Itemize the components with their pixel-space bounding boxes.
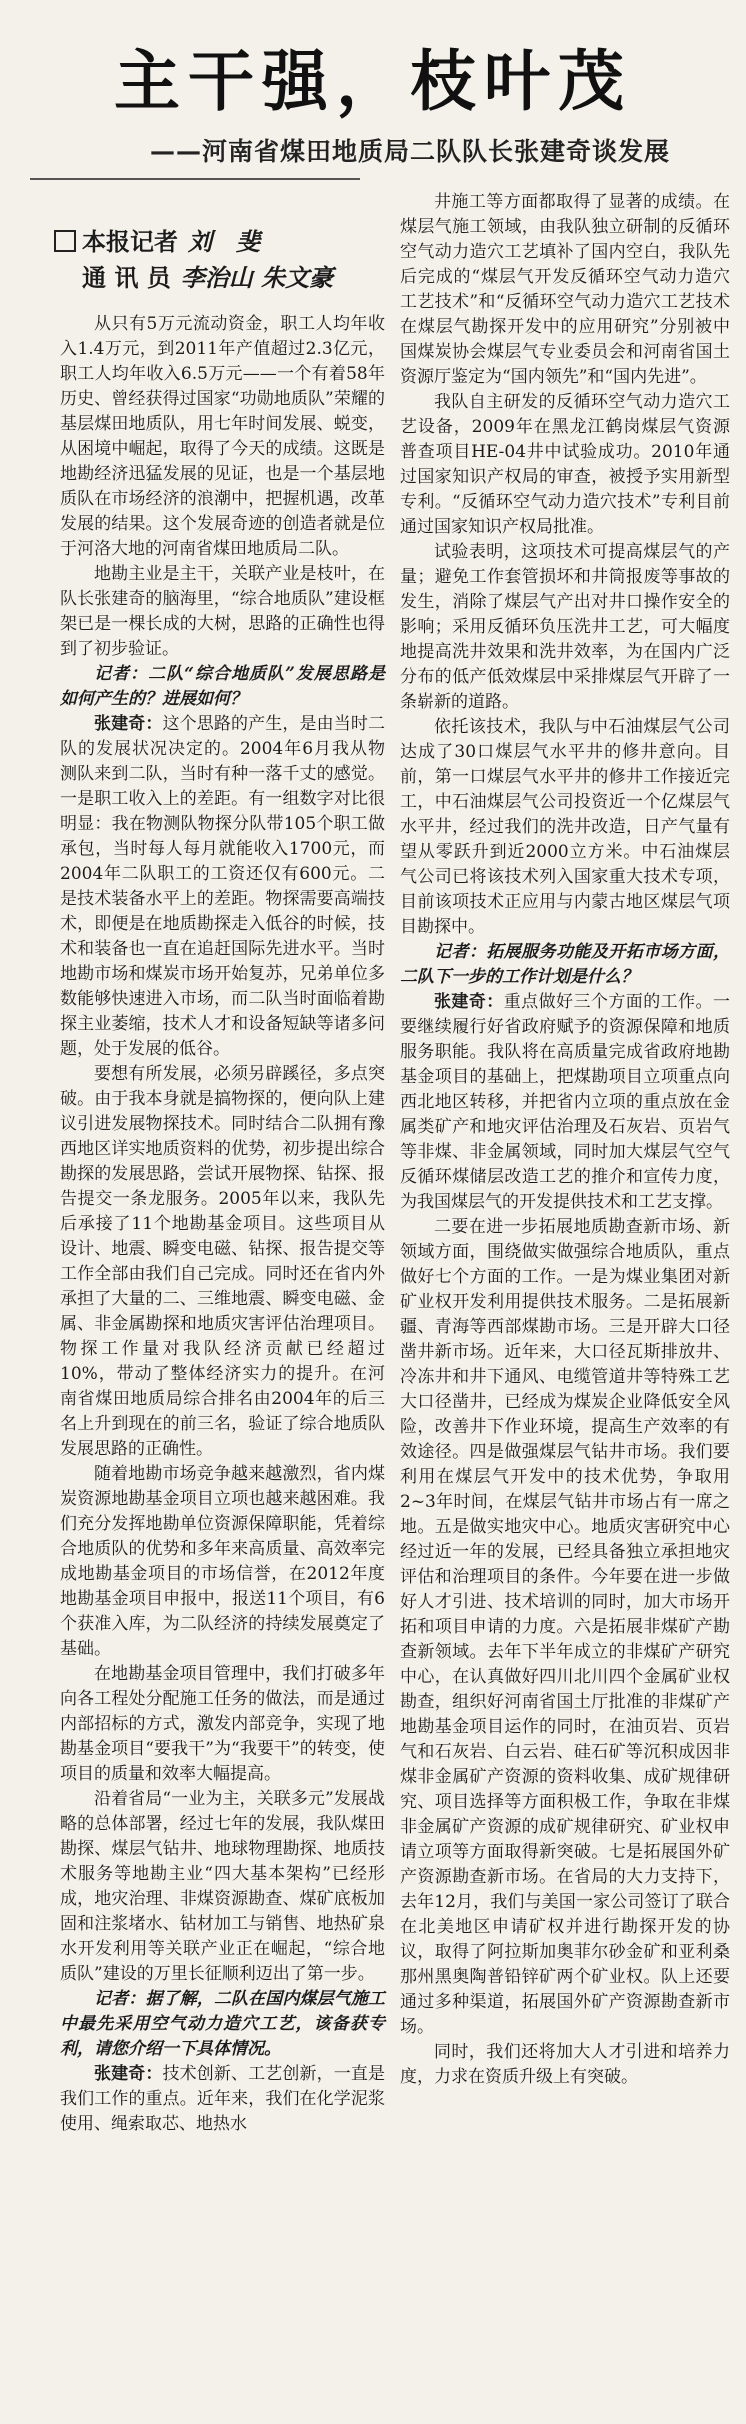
paragraph: 沿着省局“一业为主，关联多元”发展战略的总体部署，经过七年的发展，我队煤田勘探、煤层气钻井、地球物理勘探、地质技术服务等地勘主业“四大基本架构”已经形成，地灾治理、非煤资源勘查、煤矿底板加固和注浆堵水、钻材加工与销售、地热矿泉水开发利用等关联产业正在崛起，“综合地质队”建设的万里长征顺利迈出了第一步。 [60,1789,385,1984]
headline: 主干强，枝叶茂 [114,43,632,120]
subheadline: ——河南省煤田地质局二队队长张建奇谈发展 [150,137,671,166]
byline-names-reporter: 刘 斐 [188,227,260,256]
answer-paragraph [400,990,730,1215]
answer-text: 技术创新、工艺创新，一直是我们工作的重点。近年来，我们在化学泥浆使用、绳索取芯、地热水 [60,2064,385,2134]
paragraph: 我队自主研发的反循环空气动力造穴工艺设备，2009年在黑龙江鹤岗煤层气资源普查项目HE-04井中试验成功。2010年通过国家知识产权局的审查，被授予实用新型专利。“反循环空气动力造穴技术”专利目前通过国家知识产权局批准。 [400,392,730,537]
article-column-right [400,190,730,2090]
byline-role-correspondent: 通 讯 员 [82,264,171,292]
byline-line-2 [54,260,333,296]
speaker-name: 张建奇： [434,992,504,1012]
byline-names-correspondent: 李治山 朱文豪 [180,263,334,292]
article-column-left [60,312,385,2137]
paragraph: 依托该技术，我队与中石油煤层气公司达成了30口煤层气水平井的修井意向。目前，第一口煤层气水平井的修井工作接近完工，中石油煤层气公司投资近一个亿煤层气水平井，经过我们的洗井改造，日产气量有望从零跃升到近2000立方米。中石油煤层气公司已将该技术列入国家重大技术专项，目前该项技术正应用与内蒙古地区煤层气项目勘探中。 [400,717,730,937]
byline-line-1 [54,224,333,260]
answer-paragraph [60,2062,385,2137]
speaker-name: 张建奇： [94,2064,163,2084]
paragraph: 要想有所发展，必须另辟蹊径，多点突破。由于我本身就是搞物探的，便向队上建议引进发展物探技术。同时结合二队拥有豫西地区详实地质资料的优势，初步提出综合勘探的发展思路，尝试开展物探、钻探、报告提交一条龙服务。2005年以来，我队先后承接了11个地勘基金项目。这些项目从设计、地震、瞬变电磁、钻探、报告提交等工作全部由我们自己完成。同时还在省内外承担了大量的二、三维地震、瞬变电磁、金属、非金属勘探和地质灾害评估治理项目。物探工作量对我队经济贡献已经超过10%，带动了整体经济实力的提升。在河南省煤田地质局综合排名由2004年的后三名上升到现在的前三名，验证了综合地质队发展思路的正确性。 [60,1064,385,1459]
reporter-question: 记者：二队“综合地质队”发展思路是如何产生的？进展如何？ [60,664,385,709]
byline-role-reporter: 本报记者 [82,228,178,256]
paragraph: 在地勘基金项目管理中，我们打破多年向各工程处分配施工任务的做法，而是通过内部招标的方式，激发内部竞争，实现了地勘基金项目“要我干”为“我要干”的转变，使项目的质量和效率大幅提高。 [60,1664,385,1784]
square-box-icon [54,230,76,252]
reporter-question: 记者：据了解，二队在国内煤层气施工中最先采用空气动力造穴工艺，该备获专利，请您介绍一下具体情况。 [60,1989,385,2059]
paragraph: 随着地勘市场竞争越来越激烈，省内煤炭资源地勘基金项目立项也越来越困难。我们充分发挥地勘单位资源保障职能，凭着综合地质队的优势和多年来高质量、高效率完成地勘基金项目的市场信誉，在2012年度地勘基金项目申报中，报送11个项目，有6个获准入库，为二队经济的持续发展奠定了基础。 [60,1464,385,1659]
paragraph: 地勘主业是主干，关联产业是枝叶，在队长张建奇的脑海里，“综合地质队”建设框架已是一棵长成的大树，思路的正确性也得到了初步验证。 [60,564,385,659]
answer-text: 重点做好三个方面的工作。一要继续履行好省政府赋予的资源保障和地质服务职能。我队将在高质量完成省政府地勘基金项目的基础上，把煤勘项目立项重点向西北地区转移，并把省内立项的重点放在金属类矿产和地灾评估治理及石灰岩、页岩气等非煤、非金属领域，同时加大煤层气空气反循环煤储层改造工艺的推介和宣传力度，为我国煤层气的开发提供技术和工艺支撑。 [400,992,730,1212]
answer-text: 这个思路的产生，是由当时二队的发展状况决定的。2004年6月我从物测队来到二队，当时有种一落千丈的感觉。一是职工收入上的差距。有一组数字对比很明显：我在物测队物探分队带105个职工做承包，当时每人每月就能收入1700元，而2004年二队职工的工资还仅有600元。二是技术装备水平上的差距。物探需要高端技术，即便是在地质勘探走入低谷的时候，技术和装备也一直在追赶国际先进水平。当时地勘市场和煤炭市场开始复苏，兄弟单位多数能够快速进入市场，而二队当时面临着勘探主业萎缩，技术人才和设备短缺等诸多问题，处于发展的低谷。 [60,714,385,1059]
paragraph: 从只有5万元流动资金，职工人均年收入1.4万元，到2011年产值超过2.3亿元，职工人均年收入6.5万元——一个有着58年历史、曾经获得过国家“功勋地质队”荣耀的基层煤田地质队，用七年时间发展、蜕变，从困境中崛起，取得了今天的成绩。这既是地勘经济迅猛发展的见证，也是一个基层地质队在市场经济的浪潮中，把握机遇，改革发展的结果。这个发展奇迹的创造者就是位于河洛大地的河南省煤田地质局二队。 [60,314,385,559]
answer-paragraph [60,712,385,1062]
divider-rule [30,178,360,180]
paragraph: 同时，我们还将加大人才引进和培养力度，力求在资质升级上有突破。 [400,2042,730,2087]
paragraph: 二要在进一步拓展地质勘查新市场、新领域方面，围绕做实做强综合地质队，重点做好七个方面的工作。一是为煤业集团对新矿业权开发利用提供技术服务。二是拓展新疆、青海等西部煤勘市场。三是开辟大口径凿井新市场。近年来，大口径瓦斯排放井、冷冻井和井下通风、电缆管道井等特殊工艺大口径凿井，已经成为煤炭企业降低安全风险，改善井下作业环境，提高生产效率的有效途径。四是做强煤层气钻井市场。我们要利用在煤层气开发中的技术优势，争取用2~3年时间，在煤层气钻井市场占有一席之地。五是做实地灾中心。地质灾害研究中心经过近一年的发展，已经具备独立承担地灾评估和治理项目的条件。今年要在进一步做好人才引进、技术培训的同时，加大市场开拓和项目申请的力度。六是拓展非煤矿产勘查新领域。去年下半年成立的非煤矿产研究中心，在认真做好四川北川四个金属矿业权勘查，组织好河南省国土厅批准的非煤矿产地勘基金项目运作的同时，在油页岩、页岩气和石灰岩、白云岩、硅石矿等沉积成因非煤非金属矿产资源的资料收集、成矿规律研究、项目选择等方面积极工作，争取在非煤非金属矿产资源的成矿规律研究、矿业权申请立项等方面取得新突破。七是拓展国外矿产资源勘查新市场。在省局的大力支持下，去年12月，我们与美国一家公司签订了联合在北美地区申请矿权并进行勘探开发的协议，取得了阿拉斯加奥菲尔砂金矿和亚利桑那州黑奥陶普铅锌矿两个矿业权。队上还要通过多种渠道，拓展国外矿产资源勘查新市场。 [400,1217,730,2037]
reporter-question: 记者：拓展服务功能及开拓市场方面，二队下一步的工作计划是什么？ [400,942,730,987]
speaker-name: 张建奇： [94,714,163,734]
paragraph: 井施工等方面都取得了显著的成绩。在煤层气施工领域，由我队独立研制的反循环空气动力造穴工艺填补了国内空白，我队先后完成的“煤层气开发反循环空气动力造穴工艺技术”和“反循环空气动力造穴工艺技术在煤层气勘探开发中的应用研究”分别被中国煤炭协会煤层气专业委员会和河南省国土资源厅鉴定为“国内领先”和“国内先进”。 [400,192,730,387]
byline [54,224,333,296]
paragraph: 试验表明，这项技术可提高煤层气的产量；避免工作套管损坏和井筒报废等事故的发生，消除了煤层气产出对井口操作安全的影响；采用反循环负压洗井工艺，可大幅度地提高洗井效果和洗井效率，为在国内广泛分布的低产低效煤层中采排煤层气开辟了一条崭新的道路。 [400,542,730,712]
